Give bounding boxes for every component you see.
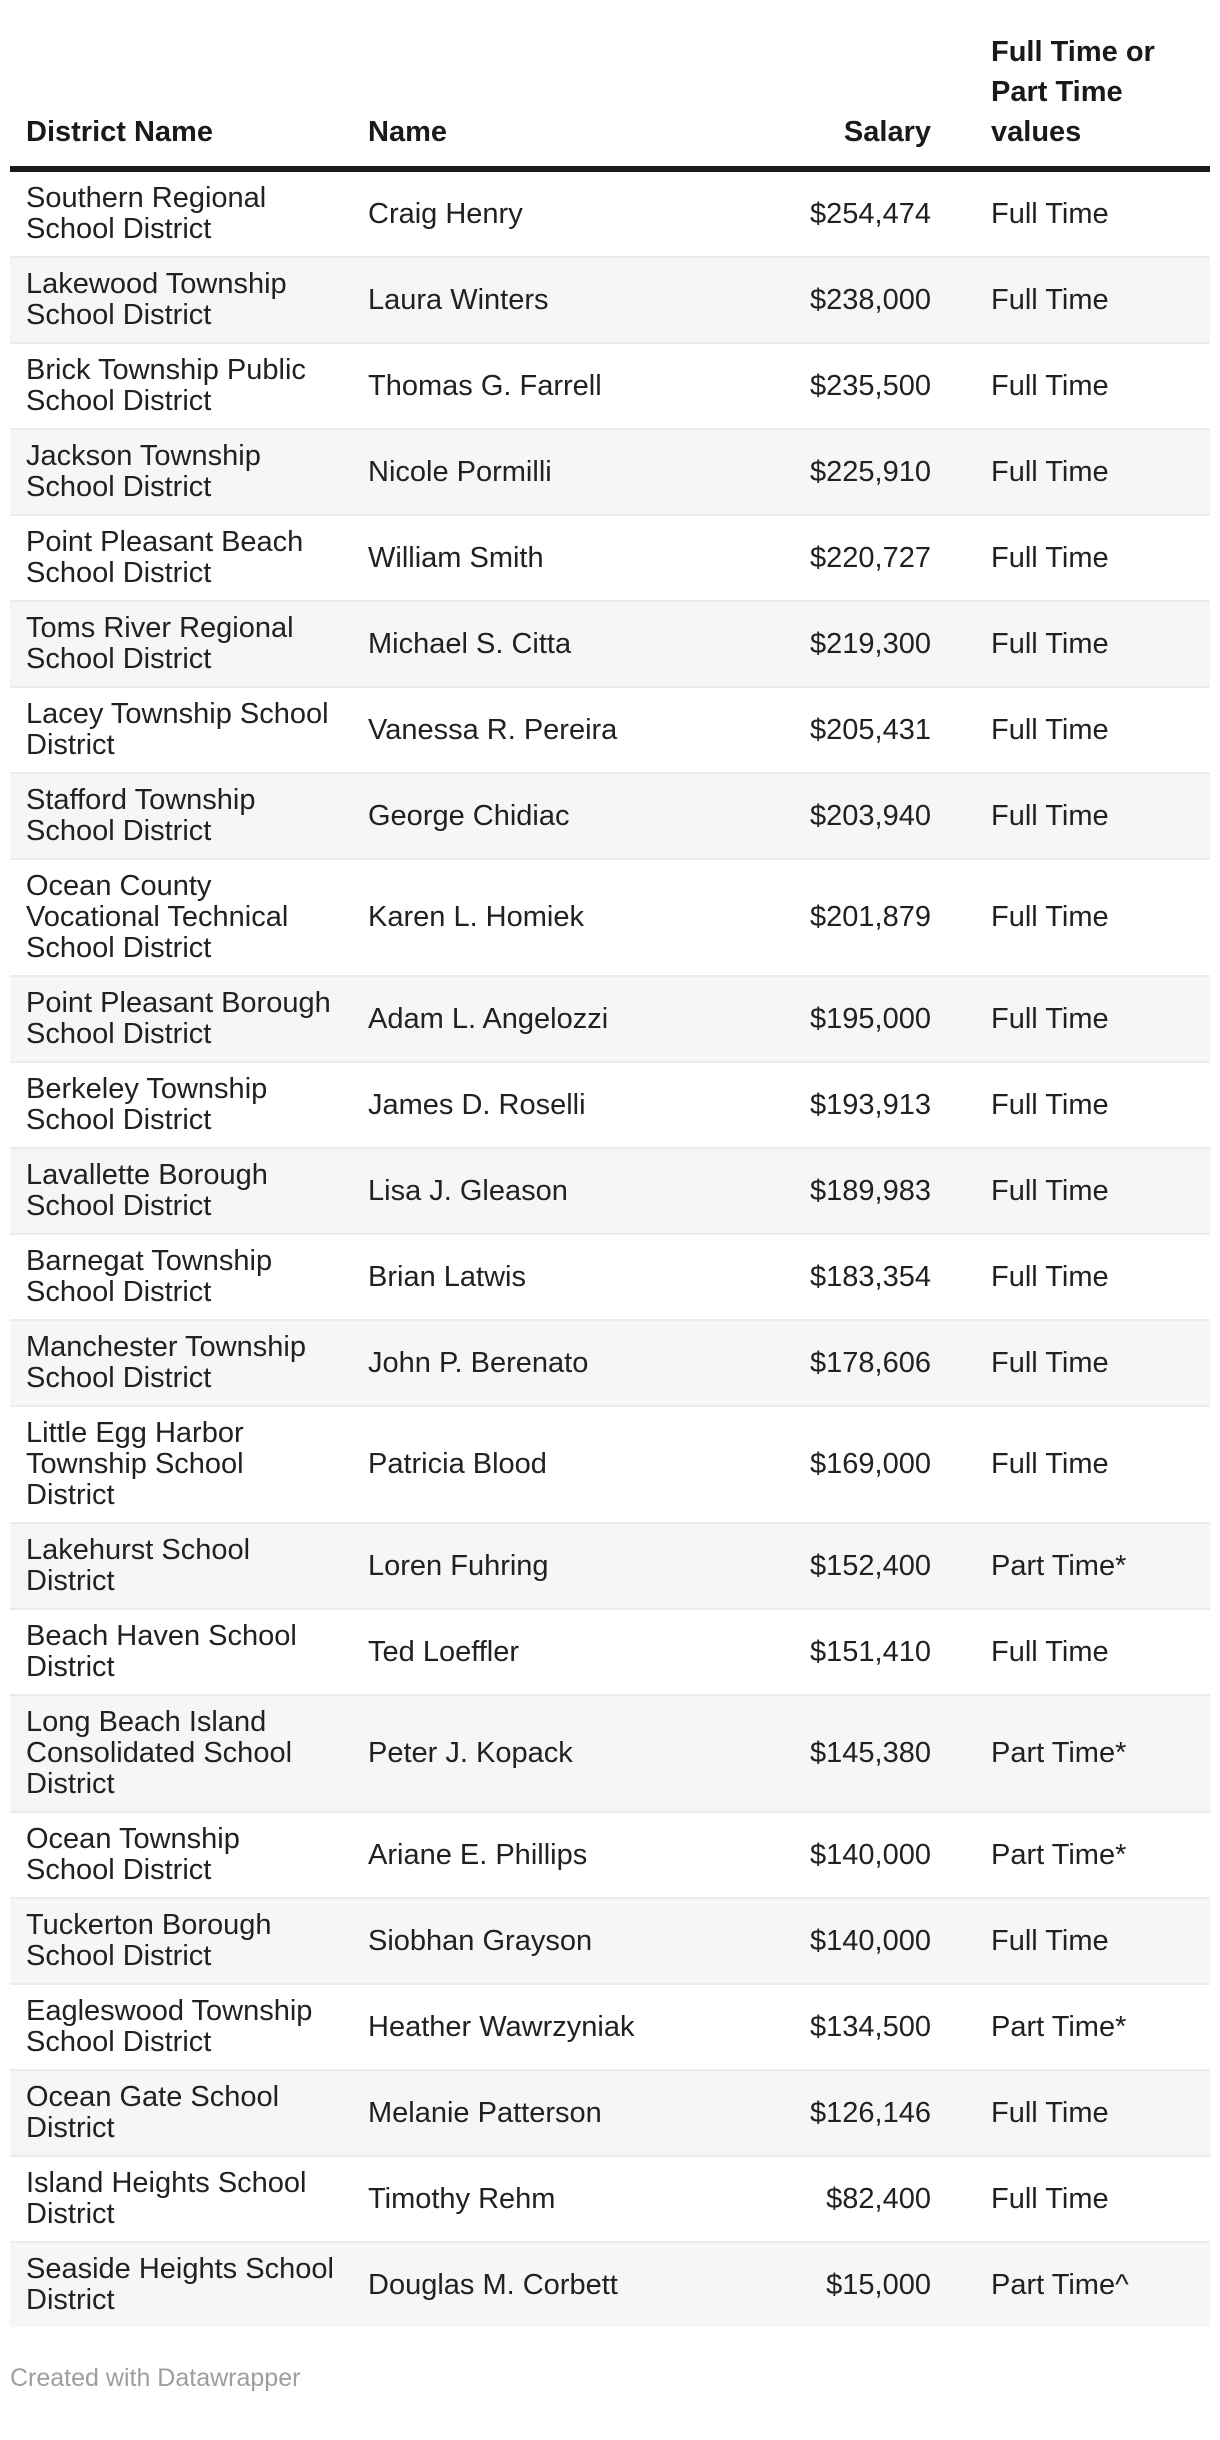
name-cell: Lisa J. Gleason [368, 1174, 568, 1207]
name-cell: Nicole Pormilli [368, 455, 552, 488]
table-row [10, 1695, 1210, 1812]
district-cell: Ocean County Vocational Technical School District [26, 870, 289, 964]
name-cell: Timothy Rehm [368, 2182, 556, 2215]
district-cell: Lavallette Borough School District [26, 1159, 268, 1222]
district-cell: Manchester Township School District [26, 1331, 306, 1394]
district-cell: Point Pleasant Borough School District [26, 987, 331, 1050]
status-cell: Full Time [991, 283, 1109, 316]
column-header-name: Name [352, 0, 672, 169]
table-row [10, 687, 1210, 773]
name-cell: John P. Berenato [368, 1346, 589, 1379]
name-cell: Peter J. Kopack [368, 1737, 573, 1769]
table-row [10, 1984, 1210, 2070]
status-cell: Part Time* [991, 1549, 1127, 1582]
table-row [10, 1234, 1210, 1320]
district-cell: Ocean Township School District [26, 1823, 240, 1886]
salary-cell: $205,431 [810, 713, 931, 746]
status-cell: Full Time [991, 1635, 1109, 1668]
salary-cell: $203,940 [810, 799, 931, 832]
district-cell: Eagleswood Township School District [26, 1995, 313, 2058]
status-cell: Full Time [991, 1088, 1109, 1121]
name-cell: Vanessa R. Pereira [368, 713, 618, 746]
column-header-salary: Salary [672, 0, 947, 169]
status-cell: Full Time [991, 1174, 1109, 1207]
district-cell: Brick Township Public School District [26, 354, 306, 417]
table-row [10, 429, 1210, 515]
district-cell: Toms River Regional School District [26, 612, 294, 675]
table-row [10, 1898, 1210, 1984]
district-cell: Jackson Township School District [26, 440, 261, 503]
table-row [10, 601, 1210, 687]
name-cell: Brian Latwis [368, 1260, 526, 1293]
district-cell: Stafford Township School District [26, 784, 256, 847]
district-cell: Barnegat Township School District [26, 1245, 273, 1308]
salary-cell: $151,410 [810, 1635, 931, 1668]
name-cell: William Smith [368, 541, 544, 574]
salary-cell: $254,474 [810, 197, 931, 230]
status-cell: Full Time [991, 541, 1109, 574]
salary-table [10, 0, 1210, 2327]
salary-cell: $145,380 [810, 1737, 931, 1769]
table-row [10, 515, 1210, 601]
district-cell: Tuckerton Borough School District [26, 1909, 272, 1972]
status-cell: Full Time [991, 627, 1109, 660]
header-row [10, 0, 1210, 169]
salary-cell: $140,000 [810, 1924, 931, 1957]
column-header-fulltime-parttime-label: Full Time or Part Time values [991, 36, 1155, 148]
district-cell: Ocean Gate School District [26, 2081, 280, 2144]
column-header-district: District Name [10, 0, 352, 169]
name-cell: Ariane E. Phillips [368, 1838, 588, 1871]
name-cell: Loren Fuhring [368, 1549, 549, 1582]
salary-cell: $140,000 [810, 1838, 931, 1871]
name-cell: Karen L. Homiek [368, 901, 584, 933]
district-cell: Seaside Heights School District [26, 2253, 334, 2316]
salary-cell: $178,606 [810, 1346, 931, 1379]
table-row [10, 1148, 1210, 1234]
status-cell: Full Time [991, 799, 1109, 832]
salary-cell: $15,000 [826, 2268, 931, 2301]
table-row [10, 169, 1210, 257]
table-row [10, 2070, 1210, 2156]
table-container [10, 0, 1210, 2393]
name-cell: Laura Winters [368, 283, 549, 316]
status-cell: Full Time [991, 369, 1109, 402]
table-row [10, 1406, 1210, 1523]
table-row [10, 2242, 1210, 2327]
status-cell: Full Time [991, 2096, 1109, 2129]
status-cell: Part Time* [991, 1737, 1127, 1769]
name-cell: Thomas G. Farrell [368, 369, 602, 402]
status-cell: Full Time [991, 197, 1109, 230]
name-cell: James D. Roselli [368, 1088, 586, 1121]
salary-cell: $126,146 [810, 2096, 931, 2129]
name-cell: Siobhan Grayson [368, 1924, 593, 1957]
name-cell: Heather Wawrzyniak [368, 2010, 635, 2043]
status-cell: Full Time [991, 455, 1109, 488]
status-cell: Full Time [991, 713, 1109, 746]
district-cell: Lakewood Township School District [26, 268, 287, 331]
district-cell: Southern Regional School District [26, 182, 267, 245]
salary-cell: $225,910 [810, 455, 931, 488]
table-row [10, 1523, 1210, 1609]
status-cell: Part Time^ [991, 2268, 1129, 2301]
district-cell: Beach Haven School District [26, 1620, 297, 1683]
table-row [10, 1320, 1210, 1406]
table-body [10, 169, 1210, 2327]
name-cell: George Chidiac [368, 799, 570, 832]
table-row [10, 1609, 1210, 1695]
salary-cell: $82,400 [826, 2182, 931, 2215]
name-cell: Douglas M. Corbett [368, 2268, 618, 2301]
salary-cell: $201,879 [810, 901, 931, 933]
district-cell: Island Heights School District [26, 2167, 307, 2230]
salary-cell: $152,400 [810, 1549, 931, 1582]
district-cell: Little Egg Harbor Township School District [26, 1417, 244, 1511]
salary-cell: $238,000 [810, 283, 931, 316]
status-cell: Part Time* [991, 1838, 1127, 1871]
table-row [10, 257, 1210, 343]
name-cell: Adam L. Angelozzi [368, 1002, 609, 1035]
salary-cell: $219,300 [810, 627, 931, 660]
salary-cell: $235,500 [810, 369, 931, 402]
table-header [10, 0, 1210, 169]
district-cell: Lacey Township School District [26, 698, 329, 761]
status-cell: Full Time [991, 1260, 1109, 1293]
table-row [10, 976, 1210, 1062]
status-cell: Full Time [991, 1002, 1109, 1035]
name-cell: Michael S. Citta [368, 627, 572, 660]
salary-cell: $183,354 [810, 1260, 931, 1293]
status-cell: Part Time* [991, 2010, 1127, 2043]
table-row [10, 859, 1210, 976]
district-cell: Point Pleasant Beach School District [26, 526, 304, 589]
name-cell: Craig Henry [368, 197, 523, 230]
salary-cell: $189,983 [810, 1174, 931, 1207]
status-cell: Full Time [991, 1346, 1109, 1379]
datawrapper-credit: Created with Datawrapper [10, 2364, 301, 2392]
table-row [10, 2156, 1210, 2242]
salary-cell: $195,000 [810, 1002, 931, 1035]
name-cell: Ted Loeffler [368, 1635, 520, 1668]
status-cell: Full Time [991, 1924, 1109, 1957]
name-cell: Patricia Blood [368, 1448, 547, 1480]
table-row [10, 1062, 1210, 1148]
name-cell: Melanie Patterson [368, 2096, 602, 2129]
salary-cell: $193,913 [810, 1088, 931, 1121]
table-row [10, 1812, 1210, 1898]
status-cell: Full Time [991, 1448, 1109, 1480]
salary-cell: $169,000 [810, 1448, 931, 1480]
table-row [10, 343, 1210, 429]
table-row [10, 773, 1210, 859]
status-cell: Full Time [991, 901, 1109, 933]
district-cell: Long Beach Island Consolidated School District [26, 1706, 293, 1800]
salary-cell: $220,727 [810, 541, 931, 574]
salary-cell: $134,500 [810, 2010, 931, 2043]
district-cell: Lakehurst School District [26, 1534, 251, 1597]
column-header-fulltime-parttime [947, 0, 1210, 169]
status-cell: Full Time [991, 2182, 1109, 2215]
district-cell: Berkeley Township School District [26, 1073, 268, 1136]
